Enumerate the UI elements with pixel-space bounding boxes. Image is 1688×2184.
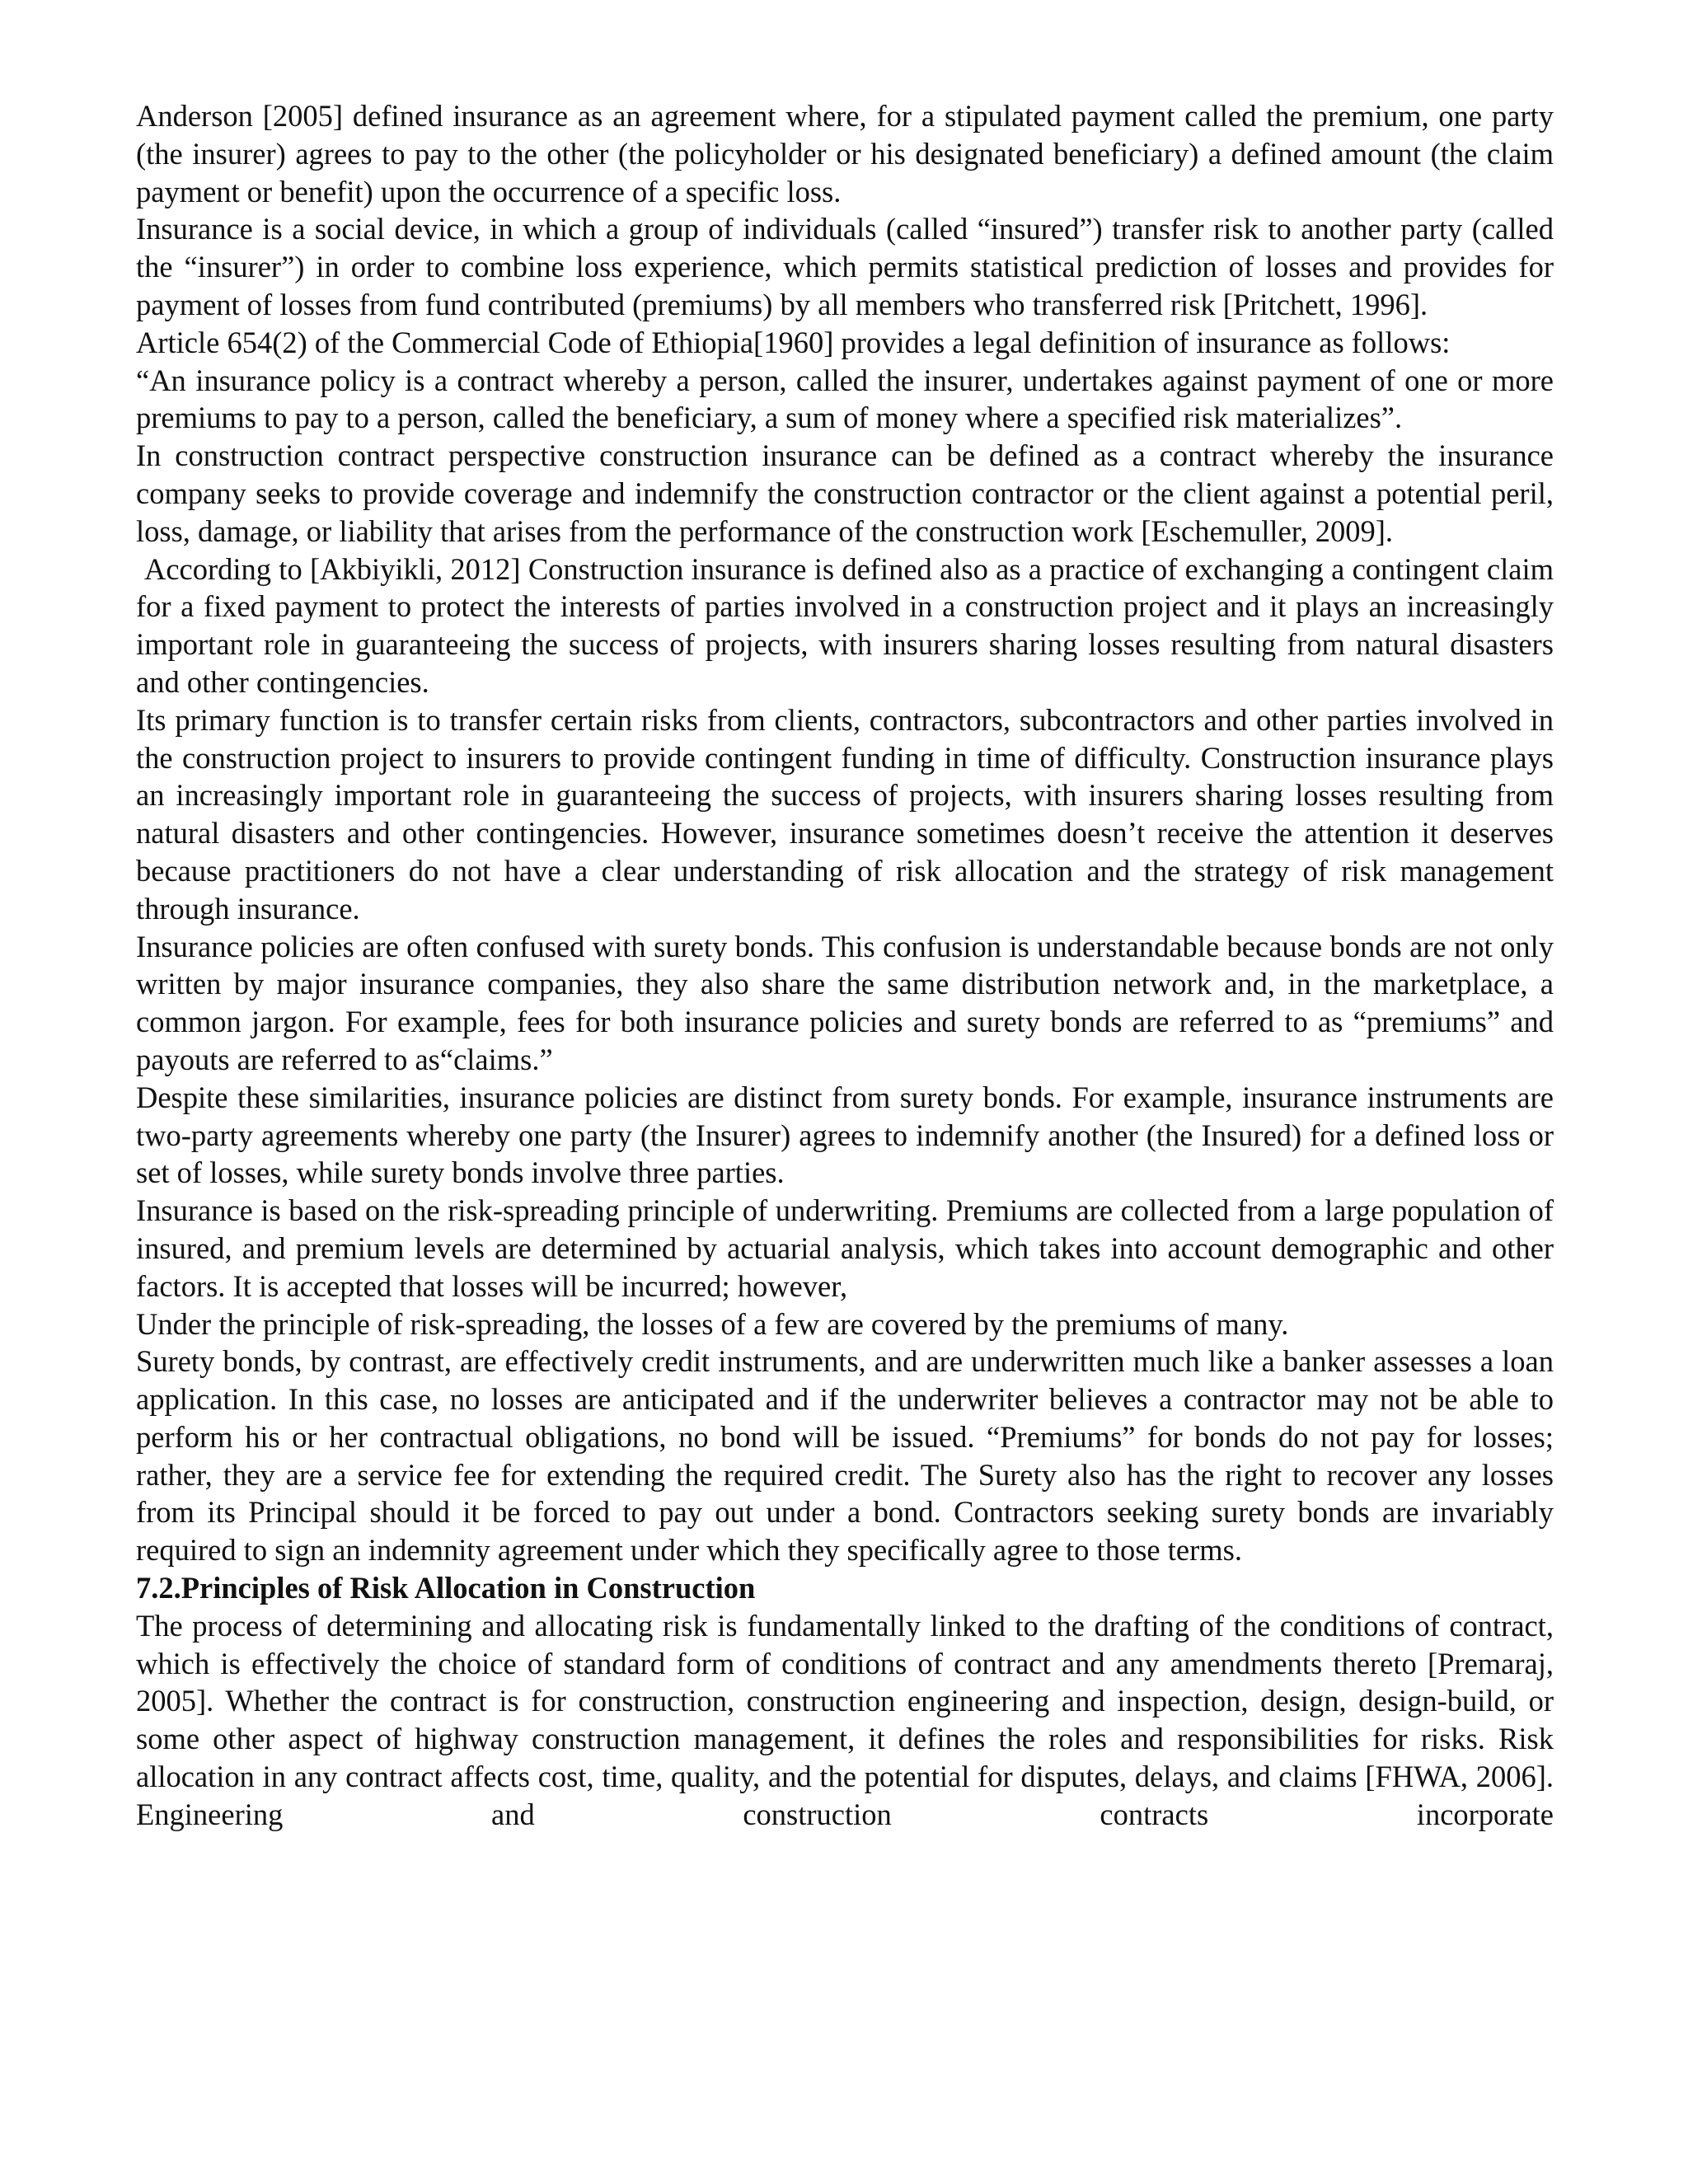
paragraph-risk-allocation: The process of determining and allocating risk is fundamentally linked to the drafting of the conditions of contract, which is effectively the choice of standard form of conditions of contract and any amendments thereto [Premaraj, 2005]. Whether the contract is for construction, construction engineering and inspection, design, design-build, or some other aspect of highway construction management, it defines the roles and responsibilities for risks. Risk allocation in any contract affects cost, time, quality, and the potential for disputes, delays, and claims [FHWA, 2006]. Engineering and construction contracts incorporate <box>136 1608 1554 1831</box>
paragraph-surety-confusion: Insurance policies are often confused with surety bonds. This confusion is understandable because bonds are not only written by major insurance companies, they also share the same distribution network and, in the marketplace, a common jargon. For example, fees for both insurance policies and surety bonds are referred to as “premiums” and payouts are referred to as“claims.” <box>136 929 1554 1076</box>
paragraph-similarities: Despite these similarities, insurance policies are distinct from surety bonds. For example, insurance instruments are two-party agreements whereby one party (the Insurer) agrees to indemnify another (the Insured) for a defined loss or set of losses, while surety bonds involve three parties. <box>136 1080 1554 1190</box>
paragraph-policy-quote: “An insurance policy is a contract whereby a person, called the insurer, undertakes against payment of one or more premiums to pay to a person, called the beneficiary, a sum of money where a specified risk materializes”. <box>136 363 1554 435</box>
paragraph-surety-bonds: Surety bonds, by contrast, are effectively credit instruments, and are underwritten much like a banker assesses a loan application. In this case, no losses are anticipated and if the underwriter believes a contractor may not be able to perform his or her contractual obligations, no bond will be issued. “Premiums” for bonds do not pay for losses; rather, they are a service fee for extending the required credit. The Surety also has the right to recover any losses from its Principal should it be forced to pay out under a bond. Contractors seeking surety bonds are invariably required to sign an indemnity agreement under which they specifically agree to those terms. <box>136 1344 1554 1568</box>
paragraph-anderson-definition: Anderson [2005] defined insurance as an agreement where, for a stipulated payment called the premium, one party (the insurer) agrees to pay to the other (the policyholder or his designated beneficiary) a defined amount (the claim payment or benefit) upon the occurrence of a specific loss. <box>136 99 1554 209</box>
document-page <box>136 97 1554 1834</box>
paragraph-primary-function: Its primary function is to transfer certain risks from clients, contractors, subcontractors and other parties involved in the construction project to insurers to provide contingent funding in time of difficulty. Construction insurance plays an increasingly important role in guaranteeing the success of projects, with insurers sharing losses resulting from natural disasters and other contingencies. However, insurance sometimes doesn’t receive the attention it deserves because practitioners do not have a clear understanding of risk allocation and the strategy of risk management through insurance. <box>136 702 1554 926</box>
paragraph-principle: Under the principle of risk-spreading, the losses of a few are covered by the premiums of many. <box>136 1306 1289 1341</box>
paragraph-commercial-code: Article 654(2) of the Commercial Code of Ethiopia[1960] provides a legal definition of insurance as follows: <box>136 325 1451 359</box>
section-heading: 7.2.Principles of Risk Allocation in Construction <box>136 1571 756 1605</box>
paragraph-social-device: Insurance is a social device, in which a group of individuals (called “insured”) transfer risk to another party (called the “insurer”) in order to combine loss experience, which permits statistical prediction of losses and provides for payment of losses from fund contributed (premiums) by all members who transferred risk [Pritchett, 1996]. <box>136 212 1554 321</box>
paragraph-akbiyikli: According to [Akbiyikli, 2012] Construction insurance is defined also as a practice of exchanging a contingent claim for a fixed payment to protect the interests of parties involved in a construction project and it plays an increasingly important role in guaranteeing the success of projects, with insurers sharing losses resulting from natural disasters and other contingencies. <box>136 551 1554 699</box>
paragraph-construction-contract: In construction contract perspective construction insurance can be defined as a contract whereby the insurance company seeks to provide coverage and indemnify the construction contractor or the client against a potential peril, loss, damage, or liability that arises from the performance of the construction work [Eschemuller, 2009]. <box>136 438 1554 548</box>
paragraph-risk-spreading: Insurance is based on the risk-spreading principle of underwriting. Premiums are collected from a large population of insured, and premium levels are determined by actuarial analysis, which takes into account demographic and other factors. It is accepted that losses will be incurred; however, <box>136 1193 1554 1303</box>
